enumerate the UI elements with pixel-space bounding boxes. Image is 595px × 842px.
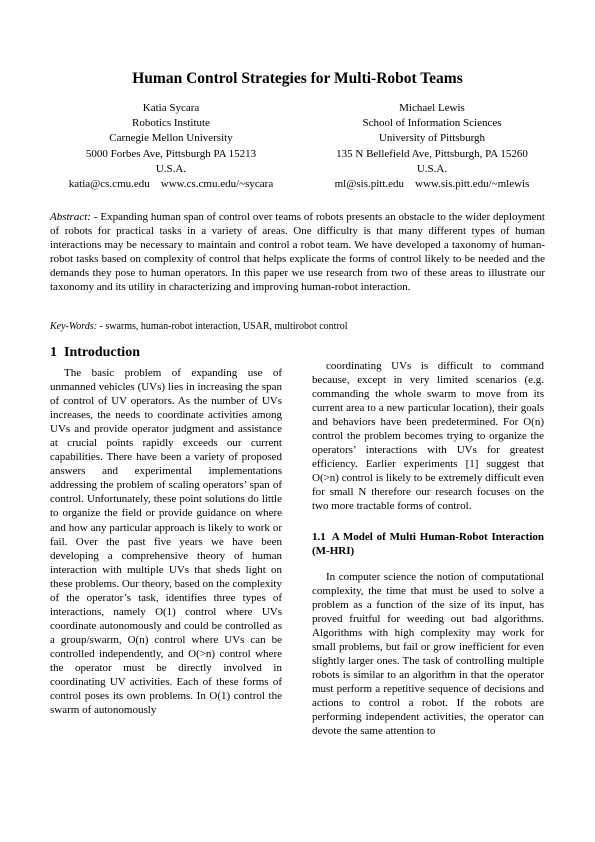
paper-title: Human Control Strategies for Multi-Robot Teams — [132, 70, 463, 87]
keywords-text: - swarms, human-robot interaction, USAR, multirobot control — [97, 321, 348, 332]
mhri-paragraph-1: In computer science the notion of computational complexity, the time that must be used to solve a problem as a function of the size of its input, has proved fruitful for weeding out bad algorithms. Algorithms with high complexity may work for small problems, but fail or grow inefficient for even slightly larger ones. The task of controlling multiple robots is similar to an algorithm in that the operator must perform a repetitive sequence of decisions and actions to control a robot. If the robots are performing independent activities, the operator can devote the same attention to — [312, 570, 544, 738]
section-title: Introduction — [64, 345, 140, 360]
keywords — [50, 320, 545, 333]
abstract — [50, 210, 545, 294]
intro-paragraph-1: The basic problem of expanding use of unmanned vehicles (UVs) lies in increasing the span of control of UV operators. As the number of UVs increases, the needs to coordinate activities among UVs and provide operator judgment and assistance at crucial points rapidly exceeds our current capabilities. There have been a variety of proposed answers and experimental implementations addressing the problem of scaling operators’ span of control. Unfortunately, these point solutions do little to organize the field or provide guidance on where and how any particular approach is likely to work or fail. Over the past five years we have been developing a comprehensive theory of human interaction with multiple UVs that sheds light on these problems. Our theory, based on the complexity of the operator’s task, identifies three types of interactions, namely O(1) control where UVs coordinate autonomously and could be controlled as a group/swarm, O(n) control where UVs can be controlled independently, and O(>n) control where the operator must be directly involved in coordinating UV activities. Each of these forms of control poses its own problems. In O(1) control the swarm of autonomously — [50, 367, 282, 717]
author-block-1 — [40, 101, 302, 192]
section-number: 1 — [50, 345, 57, 360]
subsection-title: A Model of Multi Human-Robot Interaction (M-HRI) — [312, 530, 544, 557]
author-block-2 — [300, 101, 564, 192]
author-affiliation: Robotics Institute — [132, 117, 210, 130]
author-name: Katia Sycara — [142, 102, 200, 114]
author-university: University of Pittsburgh — [378, 132, 486, 145]
author-contact: katia@cs.cmu.edu www.cs.cmu.edu/~sycara — [68, 178, 274, 191]
author-country: U.S.A. — [416, 162, 448, 175]
author-address: 135 N Bellefield Ave, Pittsburgh, PA 15260 — [336, 147, 528, 160]
left-column — [50, 344, 282, 717]
right-column — [312, 359, 544, 738]
abstract-text: - Expanding human span of control over teams of robots presents an obstacle to the wider deployment of robots for practical tasks in a variety of areas. One difficulty is that many different types of human interactions may be necessary to maintain and control a robot team. We have developed a taxonomy of human-robot tasks based on complexity of control that helps explicate the forms of control likely to be needed and the demands they pose to human operators. In this paper we use research from two of these areas to illustrate our taxonomy and its utility in characterizing and improving human-robot interaction. — [50, 211, 545, 293]
subsection-number: 1.1 — [312, 530, 326, 543]
section-heading-introduction — [50, 344, 282, 361]
author-country: U.S.A. — [155, 162, 187, 175]
author-name: Michael Lewis — [399, 102, 465, 114]
author-university: Carnegie Mellon University — [109, 132, 233, 145]
abstract-label: Abstract: — [50, 211, 91, 223]
subsection-heading-mhri — [312, 530, 544, 558]
author-address: 5000 Forbes Ave, Pittsburgh PA 15213 — [85, 147, 257, 160]
keywords-label: Key-Words: — [50, 321, 98, 332]
intro-paragraph-2: coordinating UVs is difficult to command because, except in very limited scenarios (e.g. commanding the whole swarm to move from its current area to a new particular location), their goals and behaviors have been predetermined. For O(n) control the problem becomes trying to organize the operators’ interactions with UVs for greatest efficiency. Earlier experiments [1] suggest that O(>n) control is likely to be extremely difficult even for small N therefore our research focuses on the two more tractable forms of control. — [312, 360, 544, 513]
author-affiliation: School of Information Sciences — [362, 117, 502, 130]
author-contact: ml@sis.pitt.edu www.sis.pitt.edu/~mlewis — [334, 178, 530, 191]
